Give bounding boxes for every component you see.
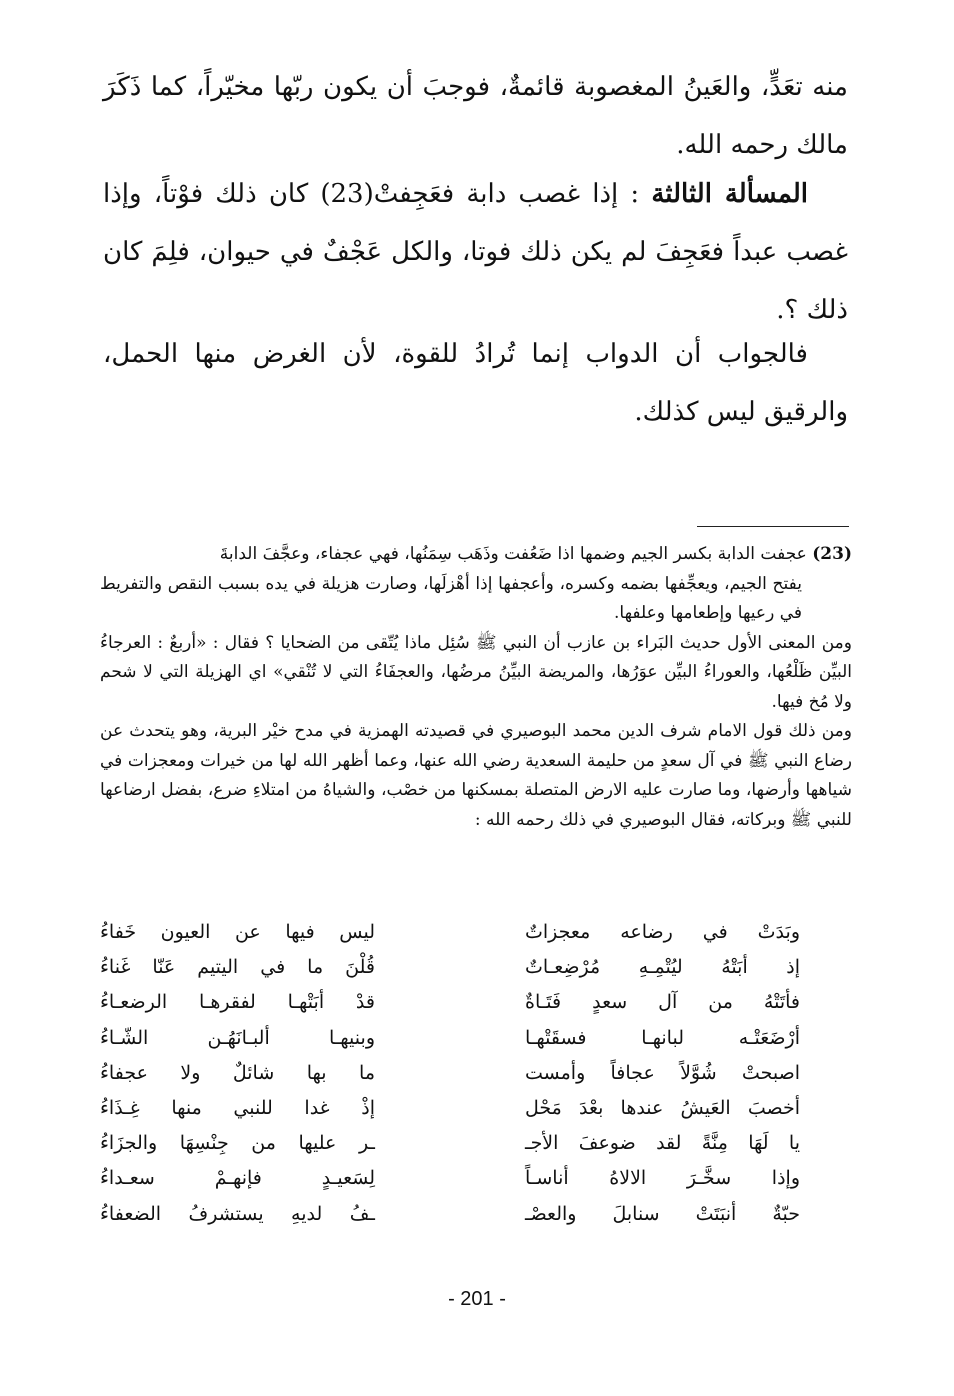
verse-first-hemistich: يا لَهَا مِنَّةً لقد ضوعفَ الأجـ [525, 1132, 800, 1155]
footnote-divider [697, 526, 849, 527]
verse-first-hemistich: اصبحتْ شُوَّلاً عجافاً وأمست [525, 1061, 800, 1084]
poem-verse [100, 1197, 800, 1232]
footnote-text-1: عجفت الدابة بكسر الجيم وضمها اذا ضَعُفت وذَهَب سِمَنُها، فهي عجفاء، وعجَّفَ الدابةَ [219, 544, 813, 564]
verse-first-hemistich: أرْضَعَتْـه لبانهـا فسقَتْهـا [525, 1026, 800, 1049]
poem-verse [100, 950, 800, 985]
verse-second-hemistich: لِسَعيـدٍ فإنهـمْ سعـداءُ [100, 1167, 375, 1190]
verse-second-hemistich: ـفُ لديهِ يستشرفُ الضعفاءُ [100, 1202, 375, 1225]
question-heading: المسألة الثالثة [651, 179, 809, 209]
question-text: : إذا غصب دابة فعَجِفتْ(23) كان ذلك فوْتاً، وإذا غصب عبداً فعَجِفَ لم يكن ذلك فوتا، والكل عَجْفٌ في حيوان، فلِمَ كان ذلك ؟. [103, 179, 848, 325]
verse-first-hemistich: إذ أبَتْهُ ليُتْمِـهِ مُرْضِعـاتٌ [525, 956, 800, 979]
question-paragraph [103, 165, 848, 339]
verse-second-hemistich: قُلْنَ ما في اليتيم عَنّا غَناءُ [100, 956, 375, 979]
verse-second-hemistich: ـر عليها من جِنْسِهَا والجزَاءُ [100, 1132, 375, 1155]
paragraph-2 [103, 165, 848, 339]
poem-verse [100, 1091, 800, 1126]
paragraph-3 [103, 325, 848, 441]
paragraph-1 [103, 58, 848, 174]
poem-verse [100, 1126, 800, 1161]
verse-first-hemistich: فأتَتْهُ من آل سعدٍ فَتَـاةٌ [525, 991, 800, 1014]
verse-first-hemistich: وبَدَتْ في رضاعه معجزاتٌ [525, 921, 800, 943]
poem-verse [100, 1161, 800, 1196]
footnote [100, 540, 852, 835]
poem-verse [100, 985, 800, 1020]
footnote-text-2: يفتح الجيم، ويعجِّفها بضمه وكسره، وأعجفها إذا أهْزلَها، وصارت هزيلة في يده بسبب النقص والتفريط في رعيها وإطعامها وعلفها. [100, 573, 802, 623]
footnote-paragraph-3: ومن ذلك قول الامام شرف الدين محمد البوصيري في قصيدته الهمزية في مدح خيْر البرية، وهو يتحدث عن رضاع النبي ﷺ في آل سعدٍ من حليمة السعدية رضي الله عنها، وعما أظهر الله لها من خيرات ومعجزات في شياهها وأرضها، وما صارت عليه الارض المتصلة بمسكنها من خصْب، والشياهُ من امتلاءِ ضرع، بفضل ارضاعها للنبي ﷺ وبركاته، فقال البوصيري في ذلك رحمه الله : [100, 721, 852, 830]
poem-verse [100, 1056, 800, 1091]
verse-second-hemistich: وبنيهـا ألبـانَهُـن الشّـاءُ [100, 1026, 375, 1049]
verse-second-hemistich: إذْ غدا للنبي منها غِـذَاءُ [100, 1096, 375, 1119]
verse-second-hemistich: ليس فيها عن العيون خَفاءُ [100, 921, 375, 943]
verse-first-hemistich: أخصبَ العَيشُ عندها بعْدَ مَحْل [525, 1096, 800, 1119]
paragraph-1-text: منه تعَدٍّ، والعَينُ المغصوبة قائمةٌ، فوجبَ أن يكون ربّها مخيّراً، كما ذَكَرَ مالك رحمه الله. [103, 72, 848, 160]
poem [100, 915, 800, 1232]
poem-verse [100, 915, 800, 950]
answer-text: فالجواب أن الدواب إنما تُرادُ للقوة، لأن الغرض منها الحمل، والرقيق ليس كذلك. [103, 339, 848, 427]
page-number: - 201 - [448, 1288, 506, 1310]
verse-second-hemistich: ما بها شائلٌ ولا عجفاءُ [100, 1061, 375, 1084]
verse-first-hemistich: حبّةٌ أنبَتَتْ سنابلَ والعصْـ [525, 1202, 800, 1225]
verse-second-hemistich: قدْ أبَتْهـا لفقرهـا الرضعـاءُ [100, 991, 375, 1014]
footnote-number: (23) [812, 544, 852, 564]
footnote-paragraph-1 [100, 540, 852, 570]
poem-verse [100, 1021, 800, 1056]
footnote-paragraph-2: ومن المعنى الأول حديث البَراء بن عازب أن النبي ﷺ سُئِل ماذا يُتّقى من الضحايا ؟ فقال : «أربعٌ : العرجاءُ البيِّن ظَلْعُها، والعوراءُ البيِّن عوَرُها، والمريضة البيِّنُ مرضُها، والعجفَاءُ التي لا تُنْقي» اي الهزيلة التي لا شحم ولا مُخ فيها. [100, 632, 852, 712]
verse-first-hemistich: وإذا سخَّـرَ الالاهُ أناسـاً [525, 1167, 800, 1190]
